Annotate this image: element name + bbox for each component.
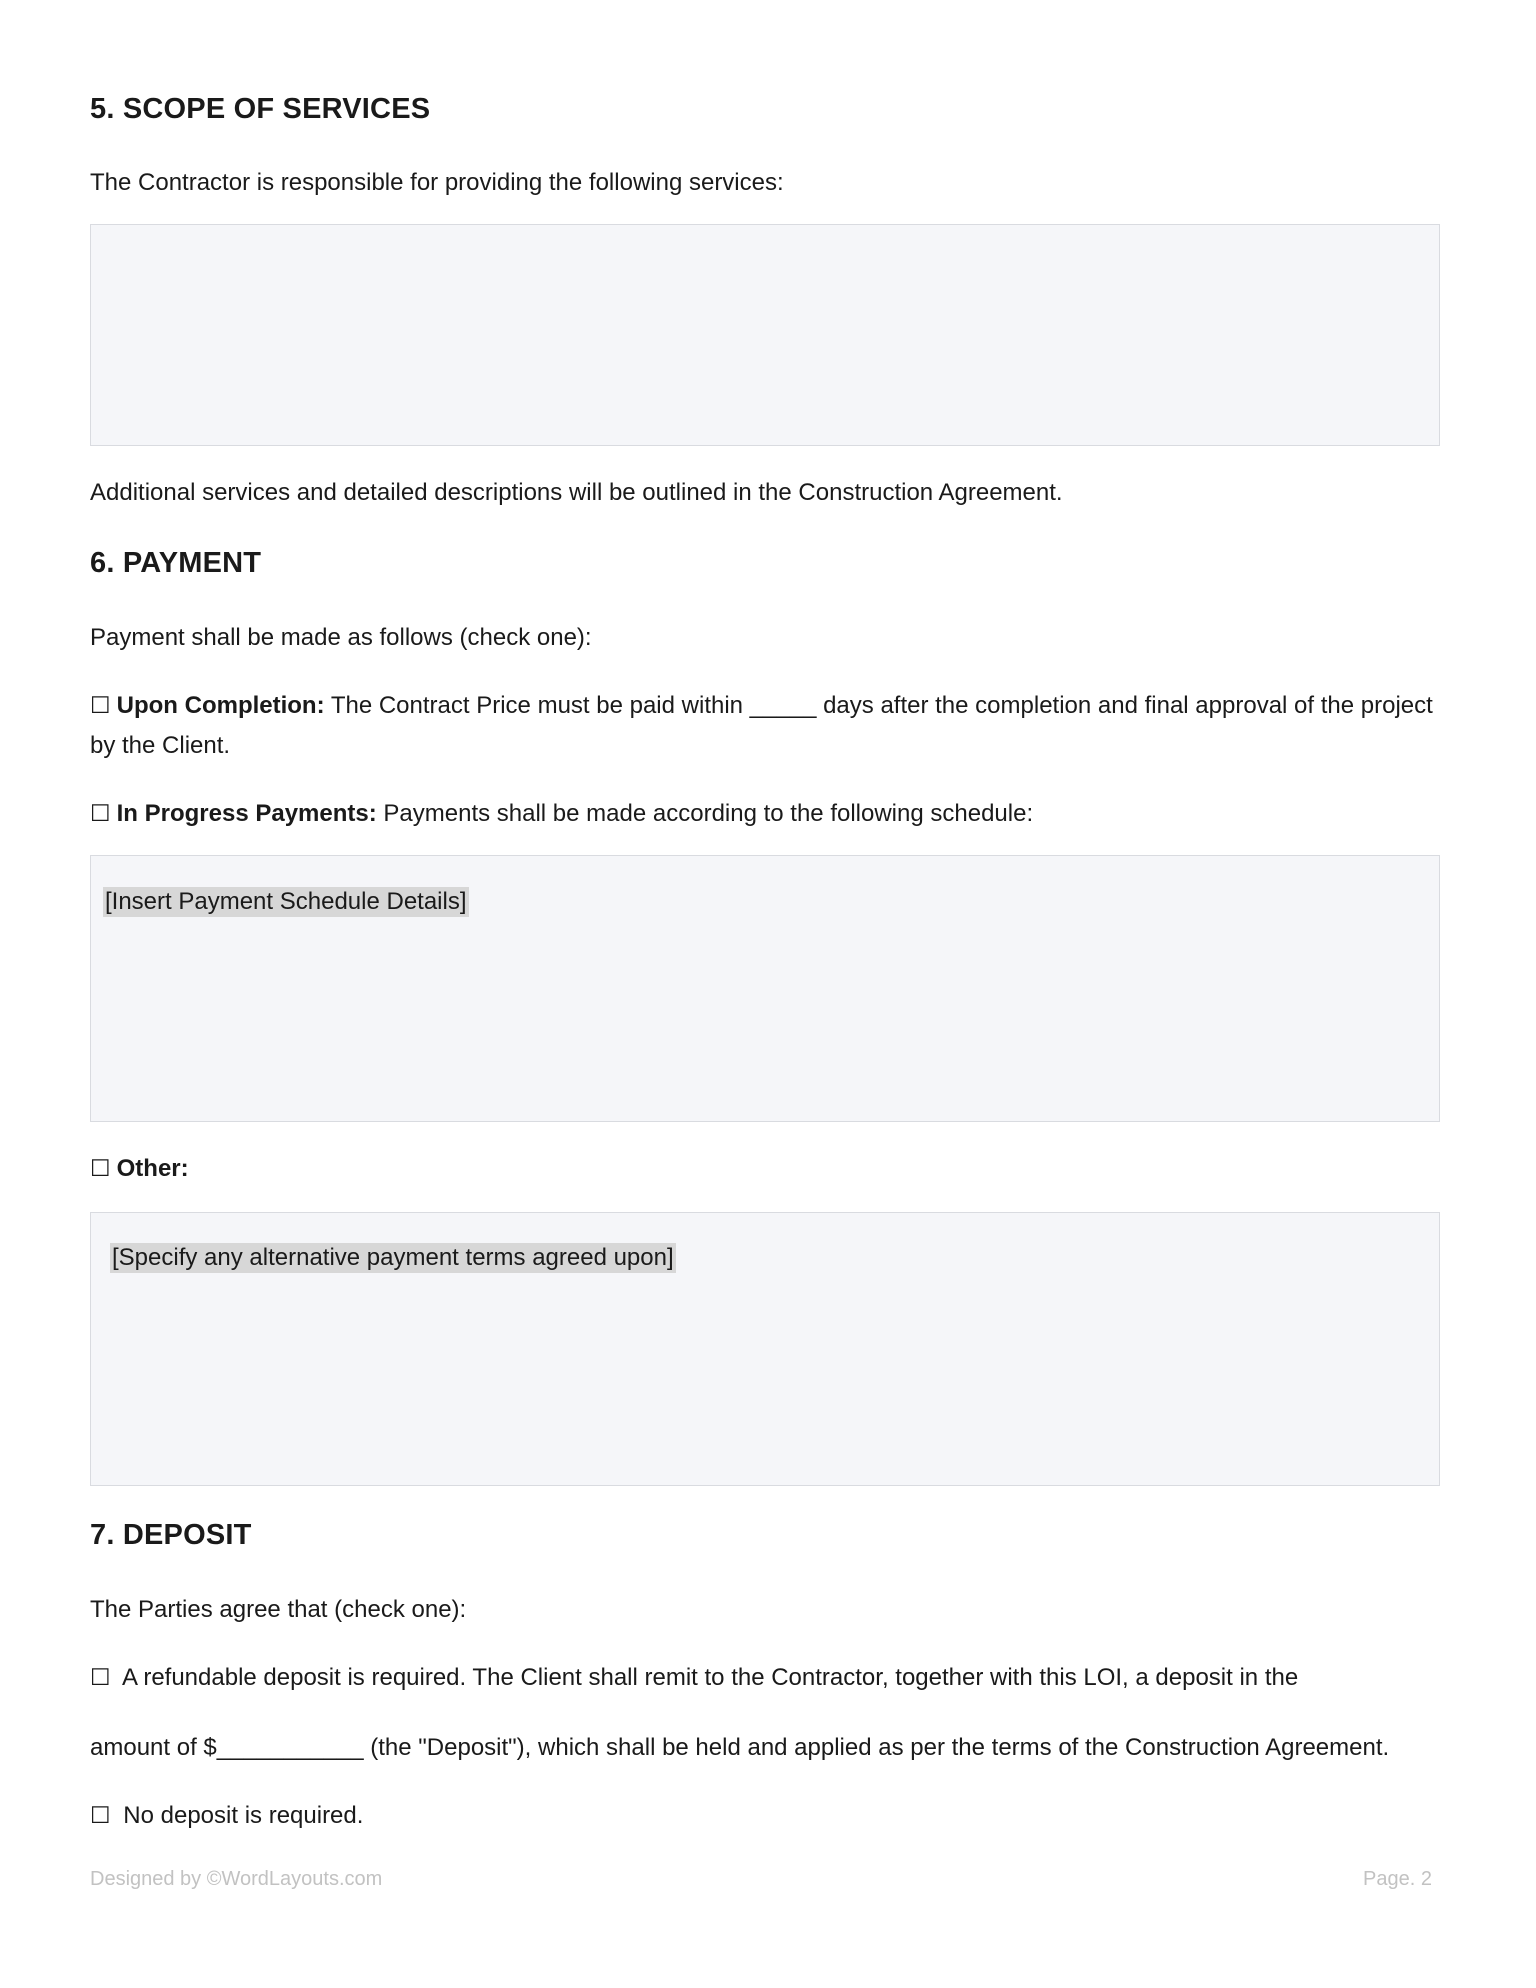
alternative-payment-placeholder: [Specify any alternative payment terms agreed upon] — [112, 1244, 674, 1271]
checkbox-no-deposit[interactable]: ☐ — [90, 1803, 111, 1829]
section-7-intro: The Parties agree that (check one): — [90, 1596, 467, 1623]
payment-option-other — [90, 1149, 1446, 1189]
section-6-heading: 6. PAYMENT — [90, 547, 262, 579]
option-label: Other: — [116, 1155, 189, 1182]
checkbox-refundable-deposit[interactable]: ☐ — [90, 1665, 111, 1691]
option-text: No deposit is required. — [116, 1802, 364, 1829]
option-text: The Contract Price must be paid within _____ days after the completion and final approval of the project by the Client. — [90, 692, 1433, 759]
page-number: Page. 2 — [1363, 1868, 1432, 1890]
section-7-heading: 7. DEPOSIT — [90, 1519, 252, 1551]
option-label: Upon Completion: — [116, 692, 325, 719]
section-5-intro: The Contractor is responsible for providing the following services: — [90, 169, 784, 196]
option-text: A refundable deposit is required. The Client shall remit to the Contractor, together with this LOI, a deposit in the — [116, 1664, 1299, 1691]
checkbox-upon-completion[interactable]: ☐ — [90, 693, 111, 719]
payment-schedule-field[interactable] — [90, 855, 1440, 1122]
footer-credit: Designed by ©WordLayouts.com — [90, 1868, 383, 1890]
payment-option-in-progress — [90, 794, 1446, 834]
section-5-note: Additional services and detailed descriptions will be outlined in the Construction Agreement. — [90, 479, 1063, 506]
payment-option-upon-completion — [90, 686, 1446, 766]
option-text: Payments shall be made according to the following schedule: — [376, 800, 1034, 827]
section-5-heading: 5. SCOPE OF SERVICES — [90, 93, 431, 125]
deposit-option-refundable-line2: amount of $___________ (the "Deposit"), which shall be held and applied as per the terms of the Construction Agreement. — [90, 1734, 1390, 1761]
deposit-option-none — [90, 1796, 1446, 1836]
checkbox-other[interactable]: ☐ — [90, 1156, 111, 1182]
checkbox-in-progress[interactable]: ☐ — [90, 801, 111, 827]
alternative-payment-field[interactable] — [90, 1212, 1440, 1486]
scope-of-services-field[interactable] — [90, 224, 1440, 446]
option-label: In Progress Payments: — [116, 800, 377, 827]
deposit-option-refundable — [90, 1658, 1446, 1698]
section-6-intro: Payment shall be made as follows (check one): — [90, 624, 592, 651]
payment-schedule-placeholder: [Insert Payment Schedule Details] — [105, 888, 467, 915]
